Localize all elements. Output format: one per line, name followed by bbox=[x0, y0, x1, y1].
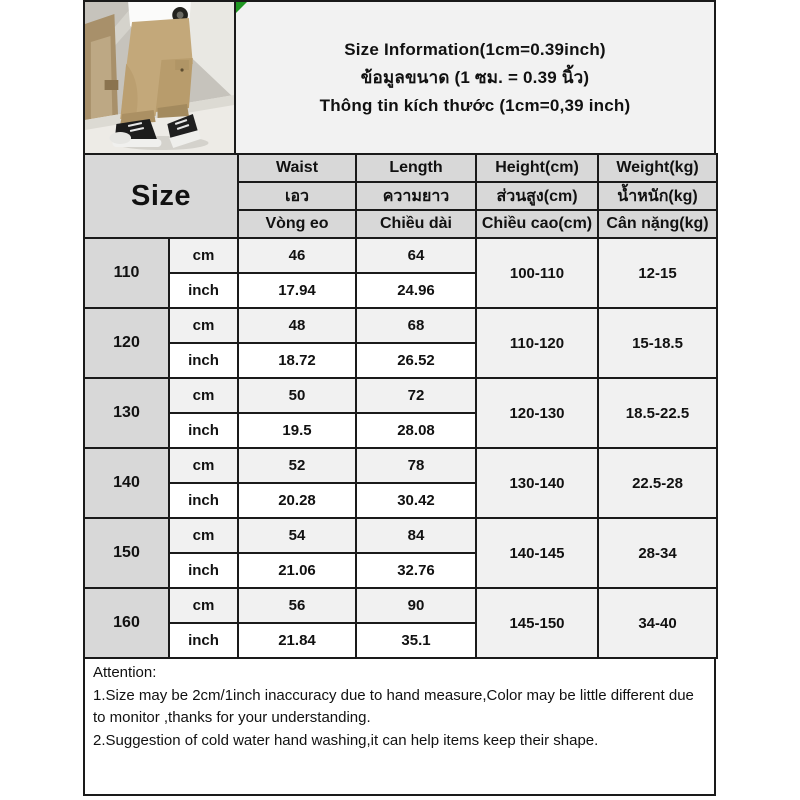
length-cm-value: 84 bbox=[356, 518, 476, 553]
attention-heading: Attention: bbox=[93, 664, 157, 681]
unit-inch: inch bbox=[169, 413, 238, 448]
waist-inch-value: 20.28 bbox=[238, 483, 356, 518]
waist-inch-value: 19.5 bbox=[238, 413, 356, 448]
waist-cm-value: 48 bbox=[238, 308, 356, 343]
waist-inch-value: 18.72 bbox=[238, 343, 356, 378]
header-weight-th: น้ำหนัก(kg) bbox=[598, 182, 717, 210]
length-cm-value: 78 bbox=[356, 448, 476, 483]
weight-range: 18.5-22.5 bbox=[598, 378, 717, 448]
title-th: ข้อมูลขนาด (1 ซม. = 0.39 นิ้ว) bbox=[360, 68, 590, 87]
length-cm-value: 68 bbox=[356, 308, 476, 343]
corner-fold-icon bbox=[236, 2, 247, 13]
unit-cm: cm bbox=[169, 308, 238, 343]
unit-inch: inch bbox=[169, 623, 238, 658]
header-waist-vi: Vòng eo bbox=[238, 210, 356, 238]
pants-model-illustration bbox=[85, 2, 234, 153]
length-inch-value: 30.42 bbox=[356, 483, 476, 518]
waist-inch-value: 21.06 bbox=[238, 553, 356, 588]
weight-range: 12-15 bbox=[598, 238, 717, 308]
attention-line-1: 1.Size may be 2cm/1inch inaccuracy due to hand measure,Color may be little different due to monitor ,thanks for your understanding. bbox=[93, 686, 694, 726]
header-length-vi: Chiều dài bbox=[356, 210, 476, 238]
corner-size-label: Size bbox=[84, 154, 238, 238]
waist-cm-value: 46 bbox=[238, 238, 356, 273]
height-range: 140-145 bbox=[476, 518, 598, 588]
length-inch-value: 35.1 bbox=[356, 623, 476, 658]
product-photo bbox=[83, 0, 236, 155]
weight-range: 28-34 bbox=[598, 518, 717, 588]
header-length-th: ความยาว bbox=[356, 182, 476, 210]
height-range: 120-130 bbox=[476, 378, 598, 448]
height-range: 130-140 bbox=[476, 448, 598, 518]
unit-cm: cm bbox=[169, 238, 238, 273]
height-range: 110-120 bbox=[476, 308, 598, 378]
header-height-en: Height(cm) bbox=[476, 154, 598, 182]
weight-range: 15-18.5 bbox=[598, 308, 717, 378]
unit-cm: cm bbox=[169, 518, 238, 553]
unit-inch: inch bbox=[169, 273, 238, 308]
length-inch-value: 32.76 bbox=[356, 553, 476, 588]
unit-inch: inch bbox=[169, 553, 238, 588]
title-en: Size Information(1cm=0.39inch) bbox=[344, 40, 606, 59]
length-cm-value: 90 bbox=[356, 588, 476, 623]
weight-range: 34-40 bbox=[598, 588, 717, 658]
waist-cm-value: 56 bbox=[238, 588, 356, 623]
title-vi: Thông tin kích thước (1cm=0,39 inch) bbox=[319, 96, 631, 115]
size-label: 140 bbox=[84, 448, 169, 518]
waist-inch-value: 21.84 bbox=[238, 623, 356, 658]
header-weight-vi: Cân nặng(kg) bbox=[598, 210, 717, 238]
unit-inch: inch bbox=[169, 343, 238, 378]
unit-cm: cm bbox=[169, 378, 238, 413]
height-range: 100-110 bbox=[476, 238, 598, 308]
length-inch-value: 24.96 bbox=[356, 273, 476, 308]
header-waist-th: เอว bbox=[238, 182, 356, 210]
unit-cm: cm bbox=[169, 448, 238, 483]
size-chart-panel bbox=[83, 0, 716, 796]
header-length-en: Length bbox=[356, 154, 476, 182]
height-range: 145-150 bbox=[476, 588, 598, 658]
attention-line-2: 2.Suggestion of cold water hand washing,it can help items keep their shape. bbox=[93, 731, 599, 749]
waist-inch-value: 17.94 bbox=[238, 273, 356, 308]
length-cm-value: 72 bbox=[356, 378, 476, 413]
waist-cm-value: 54 bbox=[238, 518, 356, 553]
size-table bbox=[83, 153, 718, 659]
unit-cm: cm bbox=[169, 588, 238, 623]
weight-range: 22.5-28 bbox=[598, 448, 717, 518]
length-inch-value: 26.52 bbox=[356, 343, 476, 378]
top-strip bbox=[83, 0, 716, 155]
length-cm-value: 64 bbox=[356, 238, 476, 273]
header-height-vi: Chiều cao(cm) bbox=[476, 210, 598, 238]
size-label: 110 bbox=[84, 238, 169, 308]
header-waist-en: Waist bbox=[238, 154, 356, 182]
attention-box bbox=[83, 657, 716, 796]
waist-cm-value: 52 bbox=[238, 448, 356, 483]
size-label: 160 bbox=[84, 588, 169, 658]
size-label: 130 bbox=[84, 378, 169, 448]
waist-cm-value: 50 bbox=[238, 378, 356, 413]
title-box bbox=[234, 0, 716, 155]
size-label: 120 bbox=[84, 308, 169, 378]
unit-inch: inch bbox=[169, 483, 238, 518]
header-height-th: ส่วนสูง(cm) bbox=[476, 182, 598, 210]
header-weight-en: Weight(kg) bbox=[598, 154, 717, 182]
length-inch-value: 28.08 bbox=[356, 413, 476, 448]
size-label: 150 bbox=[84, 518, 169, 588]
